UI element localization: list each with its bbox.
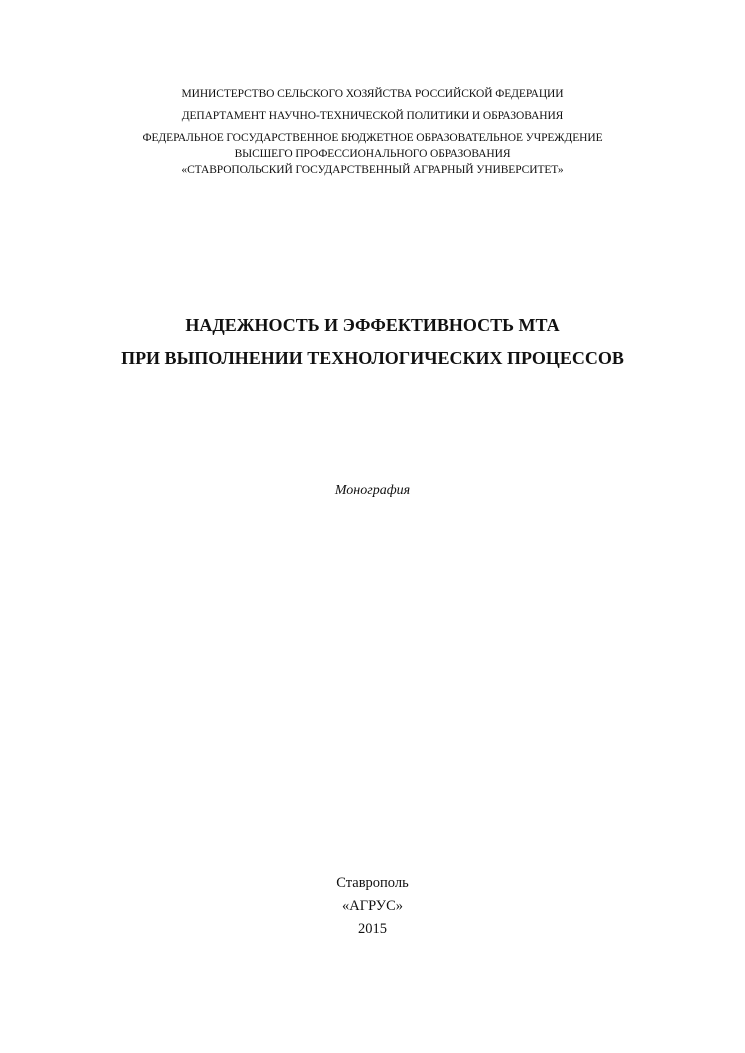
- publication-year: 2015: [358, 921, 387, 937]
- publisher-name: «АГРУС»: [342, 898, 403, 914]
- publication-city: Ставрополь: [336, 875, 409, 891]
- department-line: ДЕПАРТАМЕНТ НАУЧНО-ТЕХНИЧЕСКОЙ ПОЛИТИКИ И ОБРАЗОВАНИЯ: [181, 110, 564, 122]
- ministry-line: МИНИСТЕРСТВО СЕЛЬСКОГО ХОЗЯЙСТВА РОССИЙСКОЙ ФЕДЕРАЦИИ: [181, 88, 564, 100]
- book-title-line-1: НАДЕЖНОСТЬ И ЭФФЕКТИВНОСТЬ МТА: [185, 315, 560, 335]
- university-name-line: «СТАВРОПОЛЬСКИЙ ГОСУДАРСТВЕННЫЙ АГРАРНЫЙ УНИВЕРСИТЕТ»: [181, 164, 564, 176]
- institution-type-line: ФЕДЕРАЛЬНОЕ ГОСУДАРСТВЕННОЕ БЮДЖЕТНОЕ ОБРАЗОВАТЕЛЬНОЕ УЧРЕЖДЕНИЕ: [142, 132, 603, 144]
- publication-type: Монография: [334, 483, 411, 498]
- book-title-line-2: ПРИ ВЫПОЛНЕНИИ ТЕХНОЛОГИЧЕСКИХ ПРОЦЕССОВ: [121, 348, 624, 368]
- education-level-line: ВЫСШЕГО ПРОФЕССИОНАЛЬНОГО ОБРАЗОВАНИЯ: [234, 148, 511, 160]
